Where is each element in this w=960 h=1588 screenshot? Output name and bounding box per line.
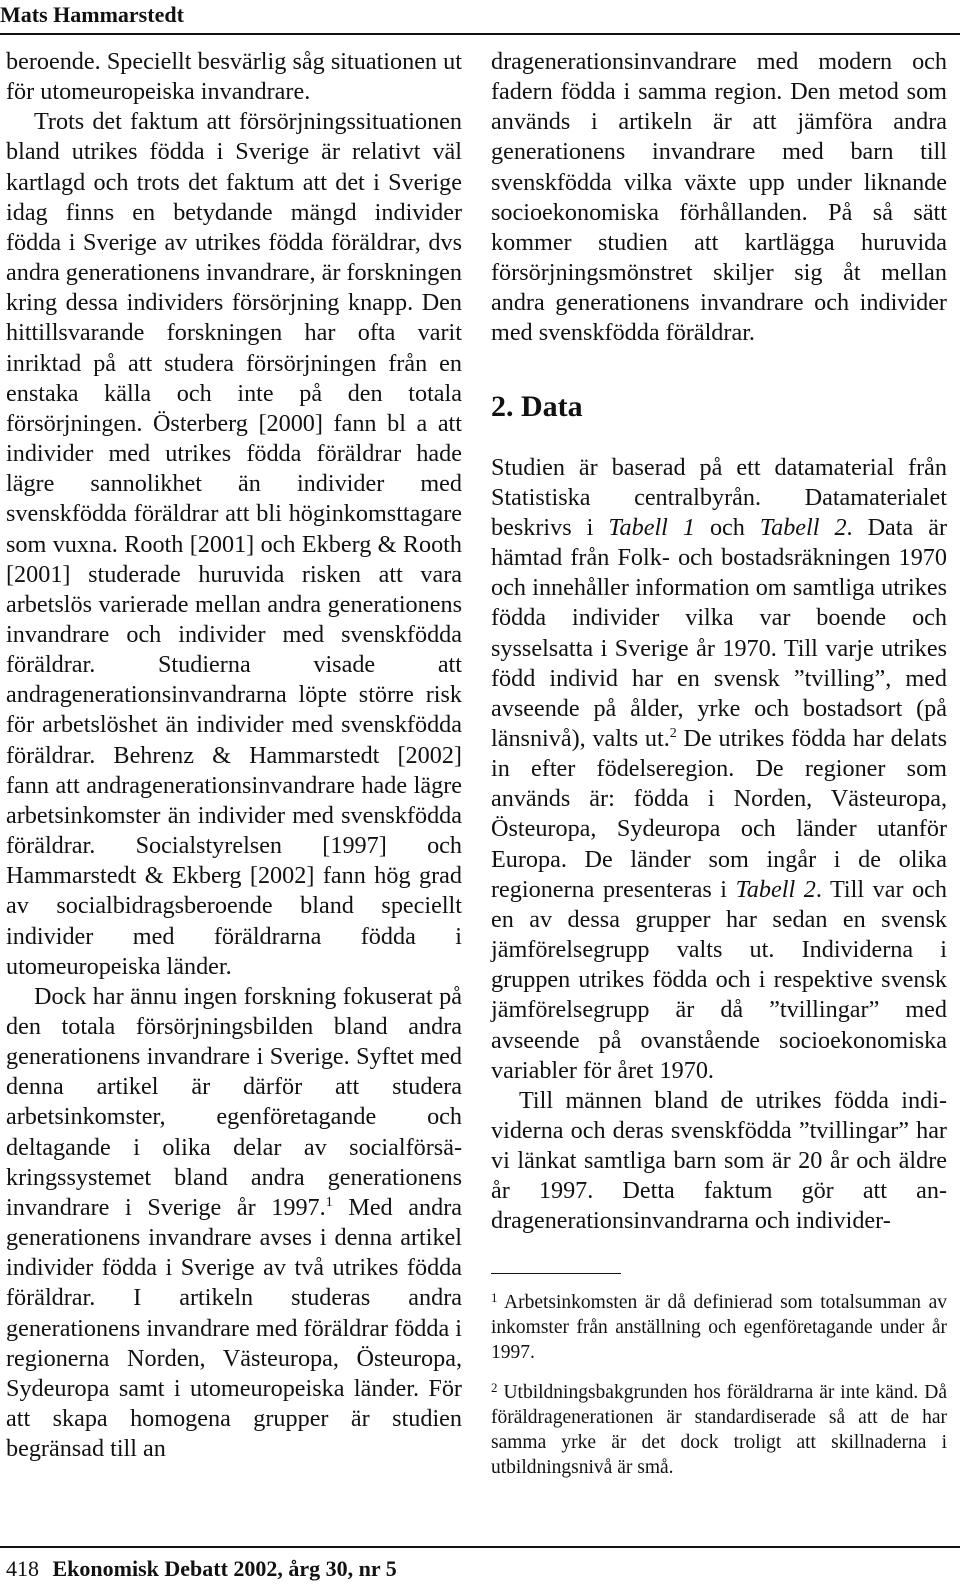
footnote-ref-2: 2 — [669, 725, 677, 741]
footnote-2-text: Utbildningsbakgrunden hos föräldrarna är inte känd. Då föräldragenerationen är standardiserade så att de har samma yrke är det dock troligt att skillnaderna i utbildningsnivå är små. — [491, 1381, 947, 1479]
right-paragraph-2-part-d: . Till var och en av dessa grupper har sedan en svensk jämförelsegrupp valts ut. Individerna i gruppen utrikes födda och i respektive svensk jämförelsegrupp är då ”tvillingar” med avseende på ovanstående socioekonomiska variabler för året 1970. — [491, 875, 947, 1084]
left-paragraph-3-part-a: Dock har ännu ingen forskning fokuserat på den totala försörjningsbilden bland andra generationens invandrare i Sverige. Syftet med denna artikel är därför att studera arbetsinkomster, egenföretagande och deltagande i olika delar av socialförsäkringssystemet bland andra generationens invandrare i Sverige år 1997. — [6, 982, 462, 1221]
right-paragraph-2-part-c: De utrikes födda har delats in efter födelseregion. De regioner som används är: födda i Norden, Västeuropa, Östeuropa, Sydeuropa och länder utanför Europa. De länder som ingår i de olika regionerna presenteras i — [491, 724, 947, 903]
footnote-rule — [491, 1273, 621, 1274]
left-paragraph-2: Trots det faktum att försörjningssituationen bland utrikes födda i Sverige är relativt väl kartlagd och trots det faktum att det i Sverige idag finns en betydande mängd individer födda i Sverige av utrikes födda föräldrar, dvs andra generationens invandrare, är forskningen kring dessa individers försörjning knapp. Den hittillsvarande forskningen har ofta varit inriktad på att studera försörjningen från en enstaka källa och inte på den totala försörjningen. Österberg [2000] fann bl a att individer med utrikes födda föräldrar hade lägre sannolikhet än individer med svenskfödda föräldrar att bli höginkomsttagare som vuxna. Rooth [2001] och Ekberg & Rooth [2001] studerade huruvida risken att vara arbetslös varierade mellan andra generationens invandrare och individer med svenskfödda föräldrar. Studierna visade att andragenerationsinvandrarna löpte större risk för arbetslöshet än individer med svenskfödda föräldrar. Behrenz & Hammarstedt [2002] fann att andragenerationsinvandrare hade lägre arbetsinkomster än individer med svenskfödda föräldrar. Socialstyrelsen [1997] och Hammarstedt & Ekberg [2002] fann hög grad av socialbidragsberoende bland speciellt individer med föräldrarna födda i utomeuropeiska länder. — [6, 108, 463, 980]
footnote-1-number: 1 — [491, 1289, 498, 1305]
page-footer — [6, 1555, 397, 1583]
footer-rule — [0, 1546, 960, 1548]
left-paragraph-1: beroende. Speciellt besvärlig såg situationen ut för utomeuropeiska invandrare. — [6, 48, 462, 106]
footnote-2-number: 2 — [491, 1379, 498, 1395]
table-ref-2: Tabell 2 — [759, 513, 847, 541]
right-column — [491, 47, 947, 1495]
footnote-1 — [491, 1290, 947, 1366]
right-paragraph-2-part-b: . Data är hämtad från Folk- och bostadsräkningen 1970 och innehåller information om samtliga utrikes födda individer vilka var boende och sysselsatta i Sverige år 1970. Till varje utrikes född individ har en svensk ”tvilling”, med avseende på ålder, yrke och bostadsort (på länsnivå), valts ut. — [491, 513, 948, 752]
page-number: 418 — [6, 1556, 39, 1581]
left-paragraph-3 — [6, 982, 462, 1465]
section-heading-data: 2. Data — [491, 389, 583, 423]
footnote-ref-1: 1 — [325, 1194, 333, 1210]
left-paragraph-3-part-b: Med andra generationens invandrare avses i denna artikel individer födda i Sverige av två utrikes födda föräldrar. I artikeln studeras andra generationens invandrare med föräldrar födda i regionerna Norden, Västeuropa, Östeuropa, Sydeuropa samt i utomeuropeiska länder. För att skapa homogena grupper är studien begränsad till an — [6, 1193, 462, 1463]
header-rule — [0, 33, 960, 35]
journal-citation: Ekonomisk Debatt 2002, årg 30, nr 5 — [52, 1556, 397, 1581]
left-column — [6, 47, 462, 1464]
table-ref-2b: Tabell 2 — [735, 875, 816, 903]
header-author: Mats Hammarstedt — [0, 2, 184, 27]
right-paragraph-2-part-a: Studien är baserad på ett datamaterial från Statistiska centralbyrån. Datamaterialet beskrivs i — [491, 453, 947, 541]
right-paragraph-3: Till männen bland de utrikes födda individerna och deras svenskfödda ”tvillingar” har vi länkat samtliga barn som är 20 år och äldre år 1997. Detta faktum gör att andragenerationsinvandrarna och individer- — [491, 1086, 947, 1235]
footnote-2 — [491, 1380, 947, 1481]
footnote-1-text: Arbetsinkomsten är då definierad som totalsumman av inkomster från anställning och egenföretagande under år 1997. — [491, 1291, 947, 1364]
right-paragraph-2-och: och — [694, 513, 760, 541]
right-paragraph-2 — [491, 453, 947, 1086]
right-paragraph-1: dragenerationsinvandrare med modern och fadern födda i samma region. Den metod som används i artikeln är att jämföra andra generationens invandrare med barn till svenskfödda vilka växte upp under liknande socioekonomiska förhållanden. På så sätt kommer studien att kartlägga huruvida försörjningsmönstret skiljer sig åt mellan andra generationens invandrare och individer med svenskfödda föräldrar. — [491, 48, 947, 347]
table-ref-1: Tabell 1 — [608, 513, 695, 541]
